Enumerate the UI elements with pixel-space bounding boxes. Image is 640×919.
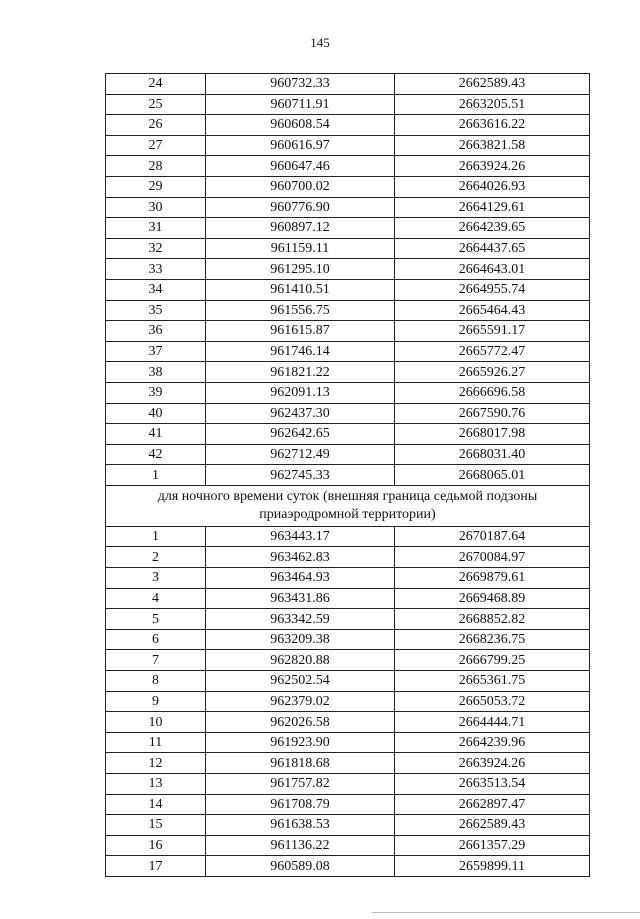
point-number-cell: 34 xyxy=(106,279,206,300)
point-number-cell: 41 xyxy=(106,424,206,445)
x-coordinate-cell: 963209.38 xyxy=(206,629,395,650)
y-coordinate-cell: 2662897.47 xyxy=(395,794,590,815)
point-number-cell: 8 xyxy=(106,671,206,692)
y-coordinate-cell: 2662589.43 xyxy=(395,74,590,95)
y-coordinate-cell: 2664239.65 xyxy=(395,218,590,239)
table-row xyxy=(106,259,590,280)
y-coordinate-cell: 2665591.17 xyxy=(395,321,590,342)
table-row xyxy=(106,568,590,589)
y-coordinate-cell: 2664437.65 xyxy=(395,238,590,259)
x-coordinate-cell: 960700.02 xyxy=(206,176,395,197)
point-number-cell: 15 xyxy=(106,815,206,836)
point-number-cell: 1 xyxy=(106,526,206,547)
point-number-cell: 7 xyxy=(106,650,206,671)
x-coordinate-cell: 961556.75 xyxy=(206,300,395,321)
table-row xyxy=(106,74,590,95)
x-coordinate-cell: 961136.22 xyxy=(206,835,395,856)
y-coordinate-cell: 2670084.97 xyxy=(395,547,590,568)
point-number-cell: 40 xyxy=(106,403,206,424)
x-coordinate-cell: 961410.51 xyxy=(206,279,395,300)
x-coordinate-cell: 961923.90 xyxy=(206,732,395,753)
x-coordinate-cell: 960776.90 xyxy=(206,197,395,218)
table-row xyxy=(106,115,590,136)
point-number-cell: 31 xyxy=(106,218,206,239)
table-row xyxy=(106,547,590,568)
y-coordinate-cell: 2659899.11 xyxy=(395,856,590,877)
x-coordinate-cell: 960589.08 xyxy=(206,856,395,877)
table-row xyxy=(106,671,590,692)
point-number-cell: 42 xyxy=(106,444,206,465)
point-number-cell: 5 xyxy=(106,609,206,630)
scan-edge-line xyxy=(372,912,640,913)
table-row xyxy=(106,444,590,465)
table-row xyxy=(106,279,590,300)
point-number-cell: 3 xyxy=(106,568,206,589)
point-number-cell: 26 xyxy=(106,115,206,136)
table-row xyxy=(106,691,590,712)
y-coordinate-cell: 2663821.58 xyxy=(395,135,590,156)
table-row xyxy=(106,176,590,197)
x-coordinate-cell: 962642.65 xyxy=(206,424,395,445)
table-row xyxy=(106,341,590,362)
y-coordinate-cell: 2665361.75 xyxy=(395,671,590,692)
table-row xyxy=(106,156,590,177)
y-coordinate-cell: 2667590.76 xyxy=(395,403,590,424)
table-row xyxy=(106,94,590,115)
section-title: для ночного времени суток (внешняя граница седьмой подзоны приаэродромной территории) xyxy=(106,485,590,526)
point-number-cell: 27 xyxy=(106,135,206,156)
y-coordinate-cell: 2664955.74 xyxy=(395,279,590,300)
x-coordinate-cell: 962712.49 xyxy=(206,444,395,465)
point-number-cell: 17 xyxy=(106,856,206,877)
x-coordinate-cell: 962437.30 xyxy=(206,403,395,424)
x-coordinate-cell: 963443.17 xyxy=(206,526,395,547)
point-number-cell: 13 xyxy=(106,774,206,795)
y-coordinate-cell: 2663616.22 xyxy=(395,115,590,136)
table-row xyxy=(106,382,590,403)
table-row xyxy=(106,135,590,156)
table-row xyxy=(106,609,590,630)
table-row xyxy=(106,629,590,650)
y-coordinate-cell: 2670187.64 xyxy=(395,526,590,547)
y-coordinate-cell: 2668017.98 xyxy=(395,424,590,445)
point-number-cell: 35 xyxy=(106,300,206,321)
x-coordinate-cell: 962820.88 xyxy=(206,650,395,671)
table-row xyxy=(106,321,590,342)
point-number-cell: 14 xyxy=(106,794,206,815)
point-number-cell: 2 xyxy=(106,547,206,568)
point-number-cell: 28 xyxy=(106,156,206,177)
table-row xyxy=(106,588,590,609)
table-row xyxy=(106,732,590,753)
table-body-after xyxy=(106,526,590,876)
y-coordinate-cell: 2664643.01 xyxy=(395,259,590,280)
point-number-cell: 30 xyxy=(106,197,206,218)
point-number-cell: 39 xyxy=(106,382,206,403)
y-coordinate-cell: 2664239.96 xyxy=(395,732,590,753)
y-coordinate-cell: 2663513.54 xyxy=(395,774,590,795)
y-coordinate-cell: 2665926.27 xyxy=(395,362,590,383)
table-row xyxy=(106,238,590,259)
point-number-cell: 12 xyxy=(106,753,206,774)
point-number-cell: 6 xyxy=(106,629,206,650)
point-number-cell: 9 xyxy=(106,691,206,712)
y-coordinate-cell: 2665464.43 xyxy=(395,300,590,321)
point-number-cell: 25 xyxy=(106,94,206,115)
table-row xyxy=(106,300,590,321)
y-coordinate-cell: 2666799.25 xyxy=(395,650,590,671)
y-coordinate-cell: 2668031.40 xyxy=(395,444,590,465)
table-row xyxy=(106,753,590,774)
x-coordinate-cell: 960711.91 xyxy=(206,94,395,115)
x-coordinate-cell: 960897.12 xyxy=(206,218,395,239)
point-number-cell: 4 xyxy=(106,588,206,609)
table-row xyxy=(106,403,590,424)
y-coordinate-cell: 2665053.72 xyxy=(395,691,590,712)
point-number-cell: 29 xyxy=(106,176,206,197)
y-coordinate-cell: 2664444.71 xyxy=(395,712,590,733)
x-coordinate-cell: 963431.86 xyxy=(206,588,395,609)
y-coordinate-cell: 2668852.82 xyxy=(395,609,590,630)
x-coordinate-cell: 962091.13 xyxy=(206,382,395,403)
table-row xyxy=(106,712,590,733)
y-coordinate-cell: 2662589.43 xyxy=(395,815,590,836)
table-row xyxy=(106,465,590,486)
x-coordinate-cell: 961757.82 xyxy=(206,774,395,795)
page-number: 145 xyxy=(310,35,330,50)
y-coordinate-cell: 2663924.26 xyxy=(395,753,590,774)
x-coordinate-cell: 963464.93 xyxy=(206,568,395,589)
x-coordinate-cell: 961818.68 xyxy=(206,753,395,774)
table-row xyxy=(106,774,590,795)
table-row xyxy=(106,218,590,239)
x-coordinate-cell: 961746.14 xyxy=(206,341,395,362)
point-number-cell: 36 xyxy=(106,321,206,342)
x-coordinate-cell: 961638.53 xyxy=(206,815,395,836)
table-row xyxy=(106,815,590,836)
y-coordinate-cell: 2668236.75 xyxy=(395,629,590,650)
point-number-cell: 16 xyxy=(106,835,206,856)
point-number-cell: 11 xyxy=(106,732,206,753)
x-coordinate-cell: 962502.54 xyxy=(206,671,395,692)
point-number-cell: 1 xyxy=(106,465,206,486)
y-coordinate-cell: 2663924.26 xyxy=(395,156,590,177)
section-header-row xyxy=(106,485,590,526)
table-section xyxy=(106,485,590,526)
table-row xyxy=(106,856,590,877)
y-coordinate-cell: 2664026.93 xyxy=(395,176,590,197)
x-coordinate-cell: 962379.02 xyxy=(206,691,395,712)
table-row xyxy=(106,835,590,856)
x-coordinate-cell: 962745.33 xyxy=(206,465,395,486)
coordinates-table xyxy=(105,73,590,877)
x-coordinate-cell: 960616.97 xyxy=(206,135,395,156)
x-coordinate-cell: 960608.54 xyxy=(206,115,395,136)
y-coordinate-cell: 2663205.51 xyxy=(395,94,590,115)
table-row xyxy=(106,794,590,815)
x-coordinate-cell: 960732.33 xyxy=(206,74,395,95)
point-number-cell: 10 xyxy=(106,712,206,733)
y-coordinate-cell: 2669879.61 xyxy=(395,568,590,589)
x-coordinate-cell: 963342.59 xyxy=(206,609,395,630)
y-coordinate-cell: 2661357.29 xyxy=(395,835,590,856)
x-coordinate-cell: 961708.79 xyxy=(206,794,395,815)
y-coordinate-cell: 2665772.47 xyxy=(395,341,590,362)
x-coordinate-cell: 961821.22 xyxy=(206,362,395,383)
y-coordinate-cell: 2666696.58 xyxy=(395,382,590,403)
table-row xyxy=(106,526,590,547)
point-number-cell: 37 xyxy=(106,341,206,362)
x-coordinate-cell: 962026.58 xyxy=(206,712,395,733)
x-coordinate-cell: 961615.87 xyxy=(206,321,395,342)
point-number-cell: 38 xyxy=(106,362,206,383)
x-coordinate-cell: 961159.11 xyxy=(206,238,395,259)
point-number-cell: 24 xyxy=(106,74,206,95)
table-row xyxy=(106,197,590,218)
x-coordinate-cell: 960647.46 xyxy=(206,156,395,177)
y-coordinate-cell: 2669468.89 xyxy=(395,588,590,609)
x-coordinate-cell: 963462.83 xyxy=(206,547,395,568)
point-number-cell: 33 xyxy=(106,259,206,280)
table-row xyxy=(106,650,590,671)
point-number-cell: 32 xyxy=(106,238,206,259)
table-body-before xyxy=(106,74,590,486)
x-coordinate-cell: 961295.10 xyxy=(206,259,395,280)
y-coordinate-cell: 2664129.61 xyxy=(395,197,590,218)
table-row xyxy=(106,424,590,445)
y-coordinate-cell: 2668065.01 xyxy=(395,465,590,486)
table-row xyxy=(106,362,590,383)
